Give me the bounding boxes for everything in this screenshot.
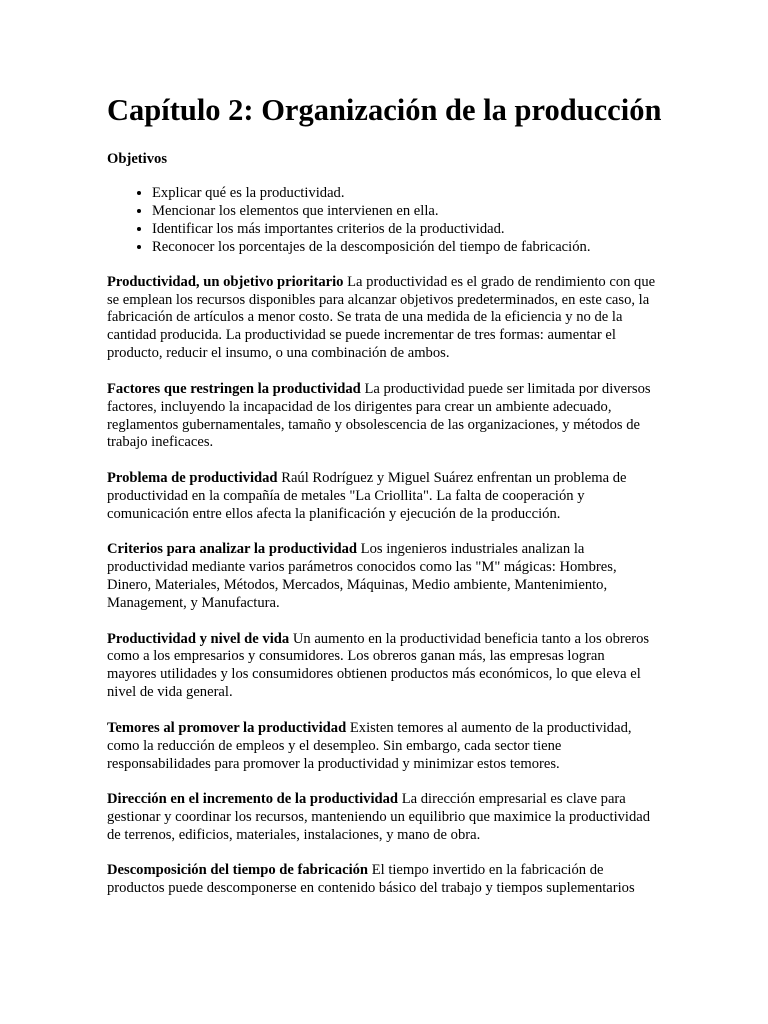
- section-factores: [107, 381, 657, 453]
- section-body: Raúl Rodríguez y Miguel Suárez enfrentan un problema de productividad en la compañía de metales "La Criollita". La falta de cooperación y comunicación entre ellos afecta la planificación y ejecución de la producción.: [107, 469, 627, 522]
- section-nivel-de-vida: [107, 631, 657, 703]
- section-body: Los ingenieros industriales analizan la productividad mediante varios parámetros conocidos como las "M" mágicas: Hombres, Dinero, Materiales, Métodos, Mercados, Máquinas, Medio ambiente, Mantenimiento, Management, y Manufactura.: [107, 541, 617, 611]
- section-body: La productividad es el grado de rendimiento con que se emplean los recursos disponibles para alcanzar objetivos predeterminados, en este caso, la fabricación de artículos a menor costo. Se trata de una medida de la eficiencia y no de la cantidad producida. La productividad se puede incrementar de tres formas: aumentar el producto, reducir el insumo, o una combinación de ambos.: [107, 273, 656, 362]
- section-direccion: [107, 791, 657, 845]
- section-heading: Descomposición del tiempo de fabricación: [107, 862, 369, 879]
- section-heading: Productividad, un objetivo prioritario: [107, 273, 344, 290]
- section-body: El tiempo invertido en la fabricación de productos puede descomponerse en contenido básico del trabajo y tiempos suplementarios: [107, 862, 635, 897]
- section-problema: [107, 470, 657, 524]
- section-heading: Factores que restringen la productividad: [107, 380, 361, 397]
- objectives-heading: Objetivos: [107, 151, 167, 167]
- section-heading: Dirección en el incremento de la productividad: [107, 791, 399, 808]
- section-heading: Problema de productividad: [107, 469, 278, 486]
- objective-item: • Reconocer los porcentajes de la descomposición del tiempo de fabricación.: [152, 239, 657, 257]
- section-heading: Criterios para analizar la productividad: [107, 541, 357, 558]
- objective-item: • Mencionar los elementos que intervienen en ella.: [152, 203, 657, 221]
- objective-item: • Identificar los más importantes criterios de la productividad.: [152, 221, 657, 239]
- section-criterios: [107, 541, 657, 613]
- section-heading: Productividad y nivel de vida: [107, 630, 290, 647]
- section-heading: Temores al promover la productividad: [107, 719, 347, 736]
- objective-item: • Explicar qué es la productividad.: [152, 185, 657, 203]
- section-body: Existen temores al aumento de la productividad, como la reducción de empleos y el desempleo. Sin embargo, cada sector tiene responsabilidades para promover la productividad y minimizar estos temores.: [107, 719, 632, 772]
- chapter-title: Capítulo 2: Organización de la producción: [107, 93, 662, 127]
- section-body: Un aumento en la productividad beneficia tanto a los obreros como a los empresarios y consumidores. Los obreros ganan más, las empresas logran mayores utilidades y los consumidores obtienen productos más económicos, lo que eleva el nivel de vida general.: [107, 630, 650, 701]
- section-productividad-objetivo: [107, 274, 657, 364]
- objectives-list: [107, 185, 657, 257]
- section-descomposicion: [107, 862, 657, 898]
- section-body: La dirección empresarial es clave para gestionar y coordinar los recursos, manteniendo un equilibrio que maximice la productividad de terrenos, edificios, materiales, instalaciones, y mano de obra.: [107, 791, 651, 843]
- section-temores: [107, 720, 657, 774]
- document-page: [107, 88, 662, 916]
- section-body: La productividad puede ser limitada por diversos factores, incluyendo la incapacidad de los dirigentes para crear un ambiente adecuado, reglamentos gubernamentales, tamaño y obsolescencia de las organizaciones, y métodos de trabajo ineficaces.: [107, 380, 651, 451]
